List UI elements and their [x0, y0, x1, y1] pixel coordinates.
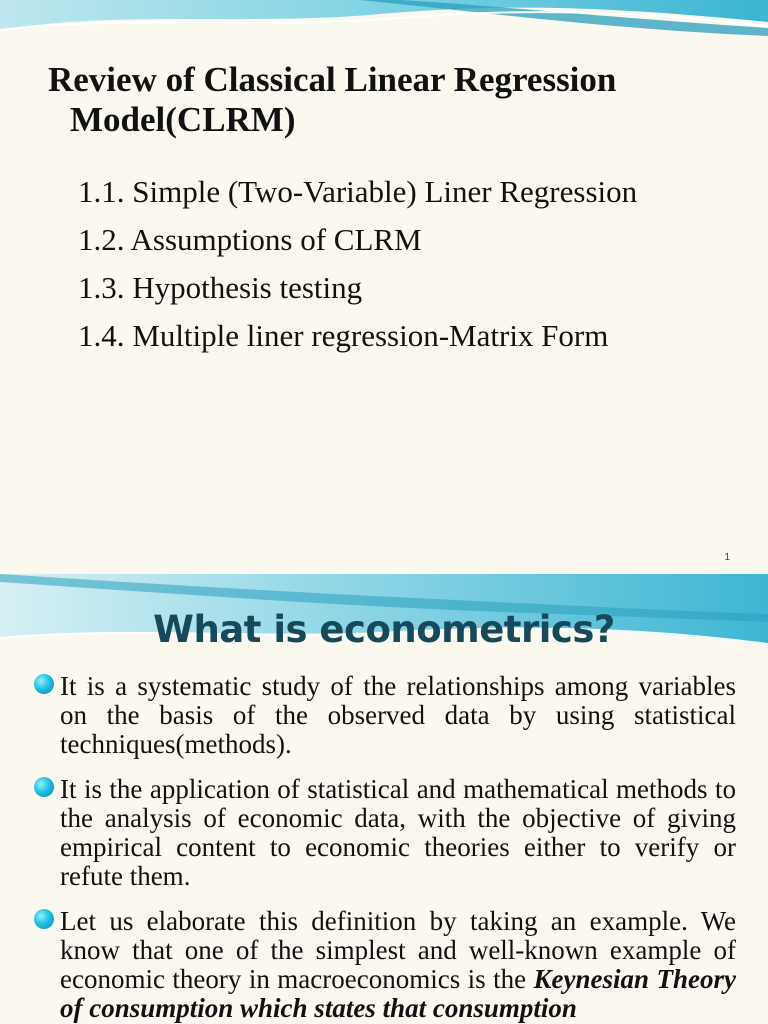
topic-list: [78, 168, 637, 360]
slide-1-title: [48, 60, 748, 140]
bullet-text: It is the application of statistical and mathematical methods to the analysis of economic data, with the objective of giving empirical content to economic theories either to verify or refute them.: [60, 774, 736, 891]
topic-item: 1.1. Simple (Two-Variable) Liner Regression: [78, 174, 638, 209]
bullet-item: [34, 907, 736, 1023]
bullet-text-with-emphasis: [60, 907, 736, 1023]
slide-2-title: What is econometrics?: [153, 608, 615, 651]
bullet-text: It is a systematic study of the relationships among variables on the basis of the observed data by using statistical techniques(methods).: [60, 671, 736, 759]
wave-header-decoration: [0, 0, 768, 60]
title-line-1: Review of Classical Linear Regression: [48, 60, 617, 99]
topic-item: 1.4. Multiple liner regression-Matrix Form: [78, 318, 609, 353]
bullet-icon: [34, 674, 54, 694]
page-number: 1: [724, 552, 730, 563]
bullet-icon: [34, 909, 54, 929]
bullet-list: [34, 672, 736, 1024]
bullet-item: [34, 775, 736, 891]
bullet-icon: [34, 777, 54, 797]
topic-item: 1.3. Hypothesis testing: [78, 270, 363, 305]
topic-item: 1.2. Assumptions of CLRM: [78, 222, 422, 257]
bullet-text: Let us elaborate this definition by taking an example. We know that one of the simplest and well-known example of economic theory in macroeconomics is the: [60, 906, 736, 994]
bullet-item: [34, 672, 736, 759]
emphasized-text: Keynesian Theory of consumption which states that consumption: [60, 964, 736, 1023]
slide-2: [0, 574, 768, 1024]
title-line-2: Model(CLRM): [70, 100, 296, 139]
